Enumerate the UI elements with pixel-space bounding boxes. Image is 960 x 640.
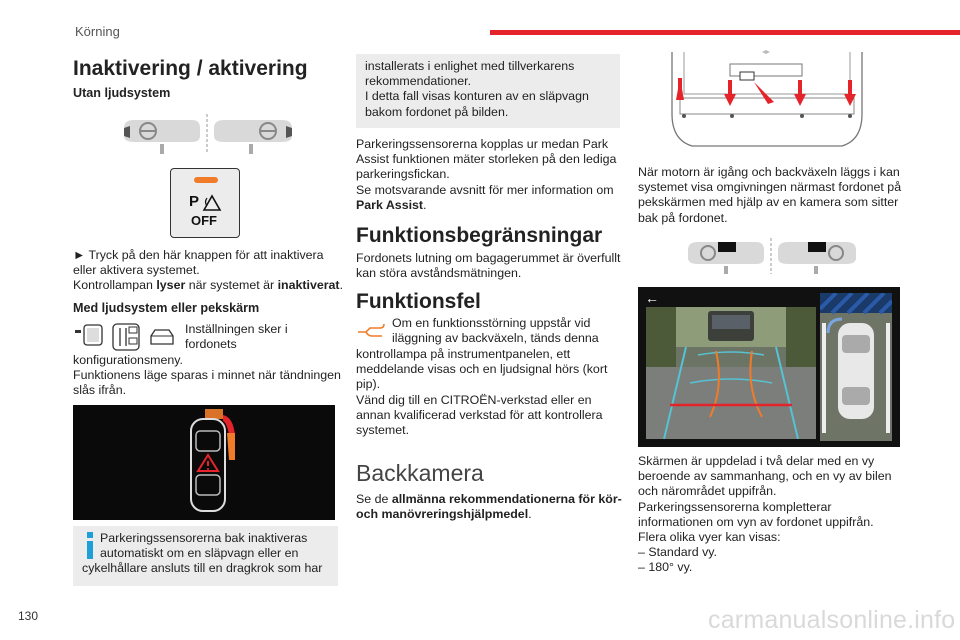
list-item: – Standard vy. [638,545,717,560]
heading-fault: Funktionsfel [356,290,481,313]
paragraph-camera-intro [638,165,906,226]
text-line: installerats i enlighet med tillverkarens [365,59,575,73]
watermark: carmanualsonline.info [708,606,956,634]
paragraph-press-button [73,248,343,294]
text-line: pip). [356,377,381,392]
back-arrow-button[interactable]: ← [645,290,659,306]
text-bold: lyser [156,278,186,293]
subheading-no-audio: Utan ljudsystem [73,86,171,100]
rear-camera-screen [638,287,900,447]
text-run: . [423,197,427,212]
text-line: bak på fordonet. [638,210,728,225]
text-line: Inställningen sker i [185,322,288,336]
paragraph-limitations [356,251,624,281]
info-text-continued: cykelhållare ansluts till en dragkrok som har [82,561,323,575]
text-line: Om en funktionsstörning uppstår vid [392,316,591,330]
recommendations-link[interactable]: allmänna rekommendationerna för kör- [391,492,622,506]
info-text [365,59,615,120]
text-line: eller aktivera systemet. [73,263,200,278]
top-view [820,293,892,441]
button-off-label: OFF [191,213,217,228]
text-line: rekommendationer. [365,74,472,89]
text-line: slås ifrån. [73,383,127,398]
text-line: Se motsvarande avsnitt för mer information om [356,182,614,197]
text-run: Se de [356,492,392,506]
text-line: systemet visa omgivningen närmast fordonet på [638,180,902,195]
recommendations-link[interactable]: och manövreringshjälpmedel [356,507,529,522]
text-line: systemet. [356,423,410,438]
text-line [73,278,343,293]
dashboard-camera-illustration [686,236,858,276]
text-line: Parkeringssensorerna kopplas ur medan Park [356,137,609,151]
settings-icons [73,322,183,352]
text-line: Assist funktionen mäter storleken på den lediga [356,152,617,167]
indicator-lamp [194,177,218,183]
text-line: informationen om vyn av fordonet uppifrån. [638,514,874,529]
text-line [356,198,624,213]
section-title: Inaktivering / aktivering [73,57,308,80]
info-box-trailer [73,526,338,586]
park-assist-link[interactable]: Park Assist [356,197,424,212]
text-line: Flera olika vyer kan visas: [638,530,781,545]
paragraph-memory [73,353,348,399]
text-line: parkeringsfickan. [356,167,450,182]
info-box-trailer-continued [356,54,620,128]
text-line: annan kvalificerad verkstad för att kontrollera [356,407,603,422]
heading-rear-camera: Backkamera [356,460,484,486]
text-run: . [528,507,532,522]
heading-limitations: Funktionsbegränsningar [356,224,603,247]
text-line: kan störa avståndsmätningen. [356,266,522,281]
text-line: I detta fall visas konturen av en släpvagn [365,89,589,104]
parking-sensor-icon [202,194,222,212]
text-line: automatiskt om en släpvagn eller en [100,546,299,561]
section-label: Körning [75,24,120,39]
text-line: pekskärmen med hjälp av en kamera som sitter [638,195,899,210]
text-run: Kontrollampan [73,278,157,293]
info-icon [87,541,93,559]
parking-sensor-display [73,405,335,520]
info-icon-dot [87,532,93,538]
text-line: iläggning av backväxeln, tänds denna [392,331,599,346]
dashboard-steering-illustration [122,110,294,158]
text-line: Parkeringssensorerna bak inaktiveras [100,531,308,545]
text-line: Vänd dig till en CITROËN-verkstad eller en [356,392,592,407]
info-text [100,531,335,561]
text-line [356,492,624,507]
text-line: konfigurationsmeny. [73,353,183,367]
text-line: ► Tryck på den här knappen för att inaktivera [73,248,324,262]
text-line: meddelande visas och en ljudsignal hörs (kort [356,362,608,377]
text-line: Fordonets lutning om bagagerummet är överfullt [356,251,621,265]
vehicle-rear-sensors-illustration [662,50,872,154]
paragraph-camera-ref [356,492,624,522]
button-p-label: P [189,193,200,210]
fault-text-indented [392,316,622,346]
text-line: fordonets [185,337,237,352]
camera-view [646,307,816,439]
text-run: . [339,278,344,293]
header-accent-bar [490,30,960,35]
text-bold: inaktiverat [277,278,340,293]
paragraph-park-assist [356,137,624,213]
text-line: Funktionens läge sparas i minnet när tändningen [73,368,341,383]
fault-warning-icon [356,318,388,338]
text-line: Parkeringssensorerna kompletterar [638,499,832,514]
text-line: När motorn är igång och backväxeln läggs i kan [638,165,900,179]
parking-sensor-off-button[interactable] [170,168,240,238]
paragraph-screen-split [638,454,906,576]
text-line: Skärmen är uppdelad i två delar med en vy [638,454,875,468]
text-line: och närområdet uppifrån. [638,484,777,499]
text-run: när systemet är [185,278,278,293]
list-item: – 180° vy. [638,560,693,575]
text-line: kontrollampa på instrumentpanelen, ett [356,347,571,361]
text-line: beroende av sammanhang, och en vy av bilen [638,469,892,484]
text-line [356,507,624,522]
icons-text [185,322,345,352]
subheading-with-audio: Med ljudsystem eller pekskärm [73,301,260,315]
text-line: bakom fordonet på bilden. [365,104,509,119]
fault-text [356,347,624,438]
page-number: 130 [18,609,39,623]
car-top-view-illustration [73,405,335,520]
